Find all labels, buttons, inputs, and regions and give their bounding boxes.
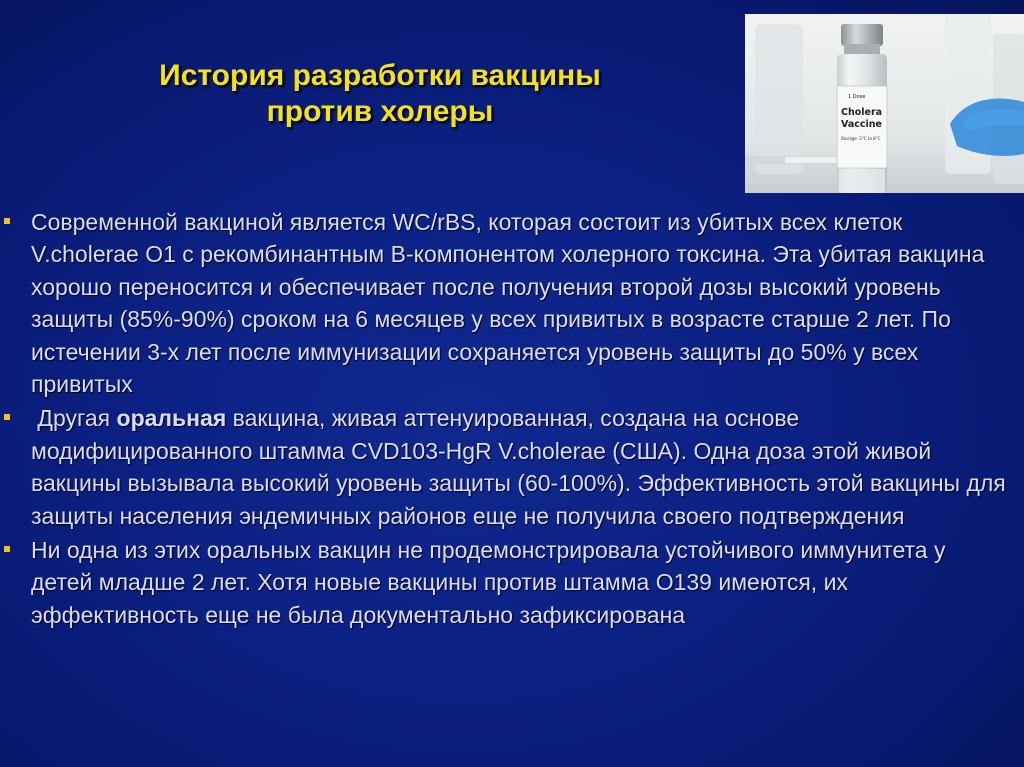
bullet-text: Ни одна из этих оральных вакцин не продемонстрировала устойчивого иммунитета у детей младше 2 лет. Хотя новые вакцины против штамма O139 имеются, их эффективность еще не была документально зафиксирована xyxy=(31,537,946,628)
slide-title xyxy=(80,58,680,130)
vaccine-vial-photo xyxy=(745,14,1024,193)
vial-label-storage: Storage: 2°C to 8°C xyxy=(841,136,881,141)
bullet-item-wcrbs xyxy=(0,206,1010,400)
bullet-text-suffix: вакцина, живая аттенуированная, создана на основе модифицированного штамма CVD103-HgR V.cholerae (США). Одна доза этой живой вакцины вызывала высокий уровень защиты (60-100%). Эффективность этой вакцины для защиты населения эндемичных районов еще не получила своего подтверждения xyxy=(31,405,1006,529)
bullet-square-icon xyxy=(4,414,10,420)
bullet-text-bold: оральная xyxy=(116,405,227,432)
vial-label-line-2: Vaccine xyxy=(841,119,882,130)
bullet-list xyxy=(0,206,1010,631)
bullet-text-prefix: Другая xyxy=(31,405,117,432)
vial-label-line-1: Cholera xyxy=(841,107,883,118)
vial-label-dose: 1 Dose xyxy=(848,94,866,100)
bullet-text: Современной вакциной является WC/rBS, которая состоит из убитых всех клеток V.cholerae O1 с рекомбинантным B-компонентом холерного токсина. Эта убитая вакцина хорошо переносится и обеспечивает после получения второй дозы высокий уровень защиты (85%-90%) сроком на 6 месяцев у всех привитых в возрасте старше 2 лет. По истечении 3-х лет после иммунизации сохраняется уровень защиты до 50% у всех привитых xyxy=(31,209,985,398)
bullet-square-icon xyxy=(4,546,10,552)
bullet-square-icon xyxy=(4,218,10,224)
slide-title-line-1: История разработки вакцины xyxy=(159,59,601,92)
bullet-item-oral-vaccine xyxy=(0,402,1010,532)
slide-title-line-2: против холеры xyxy=(266,95,494,128)
bullet-item-o139 xyxy=(0,534,1010,631)
